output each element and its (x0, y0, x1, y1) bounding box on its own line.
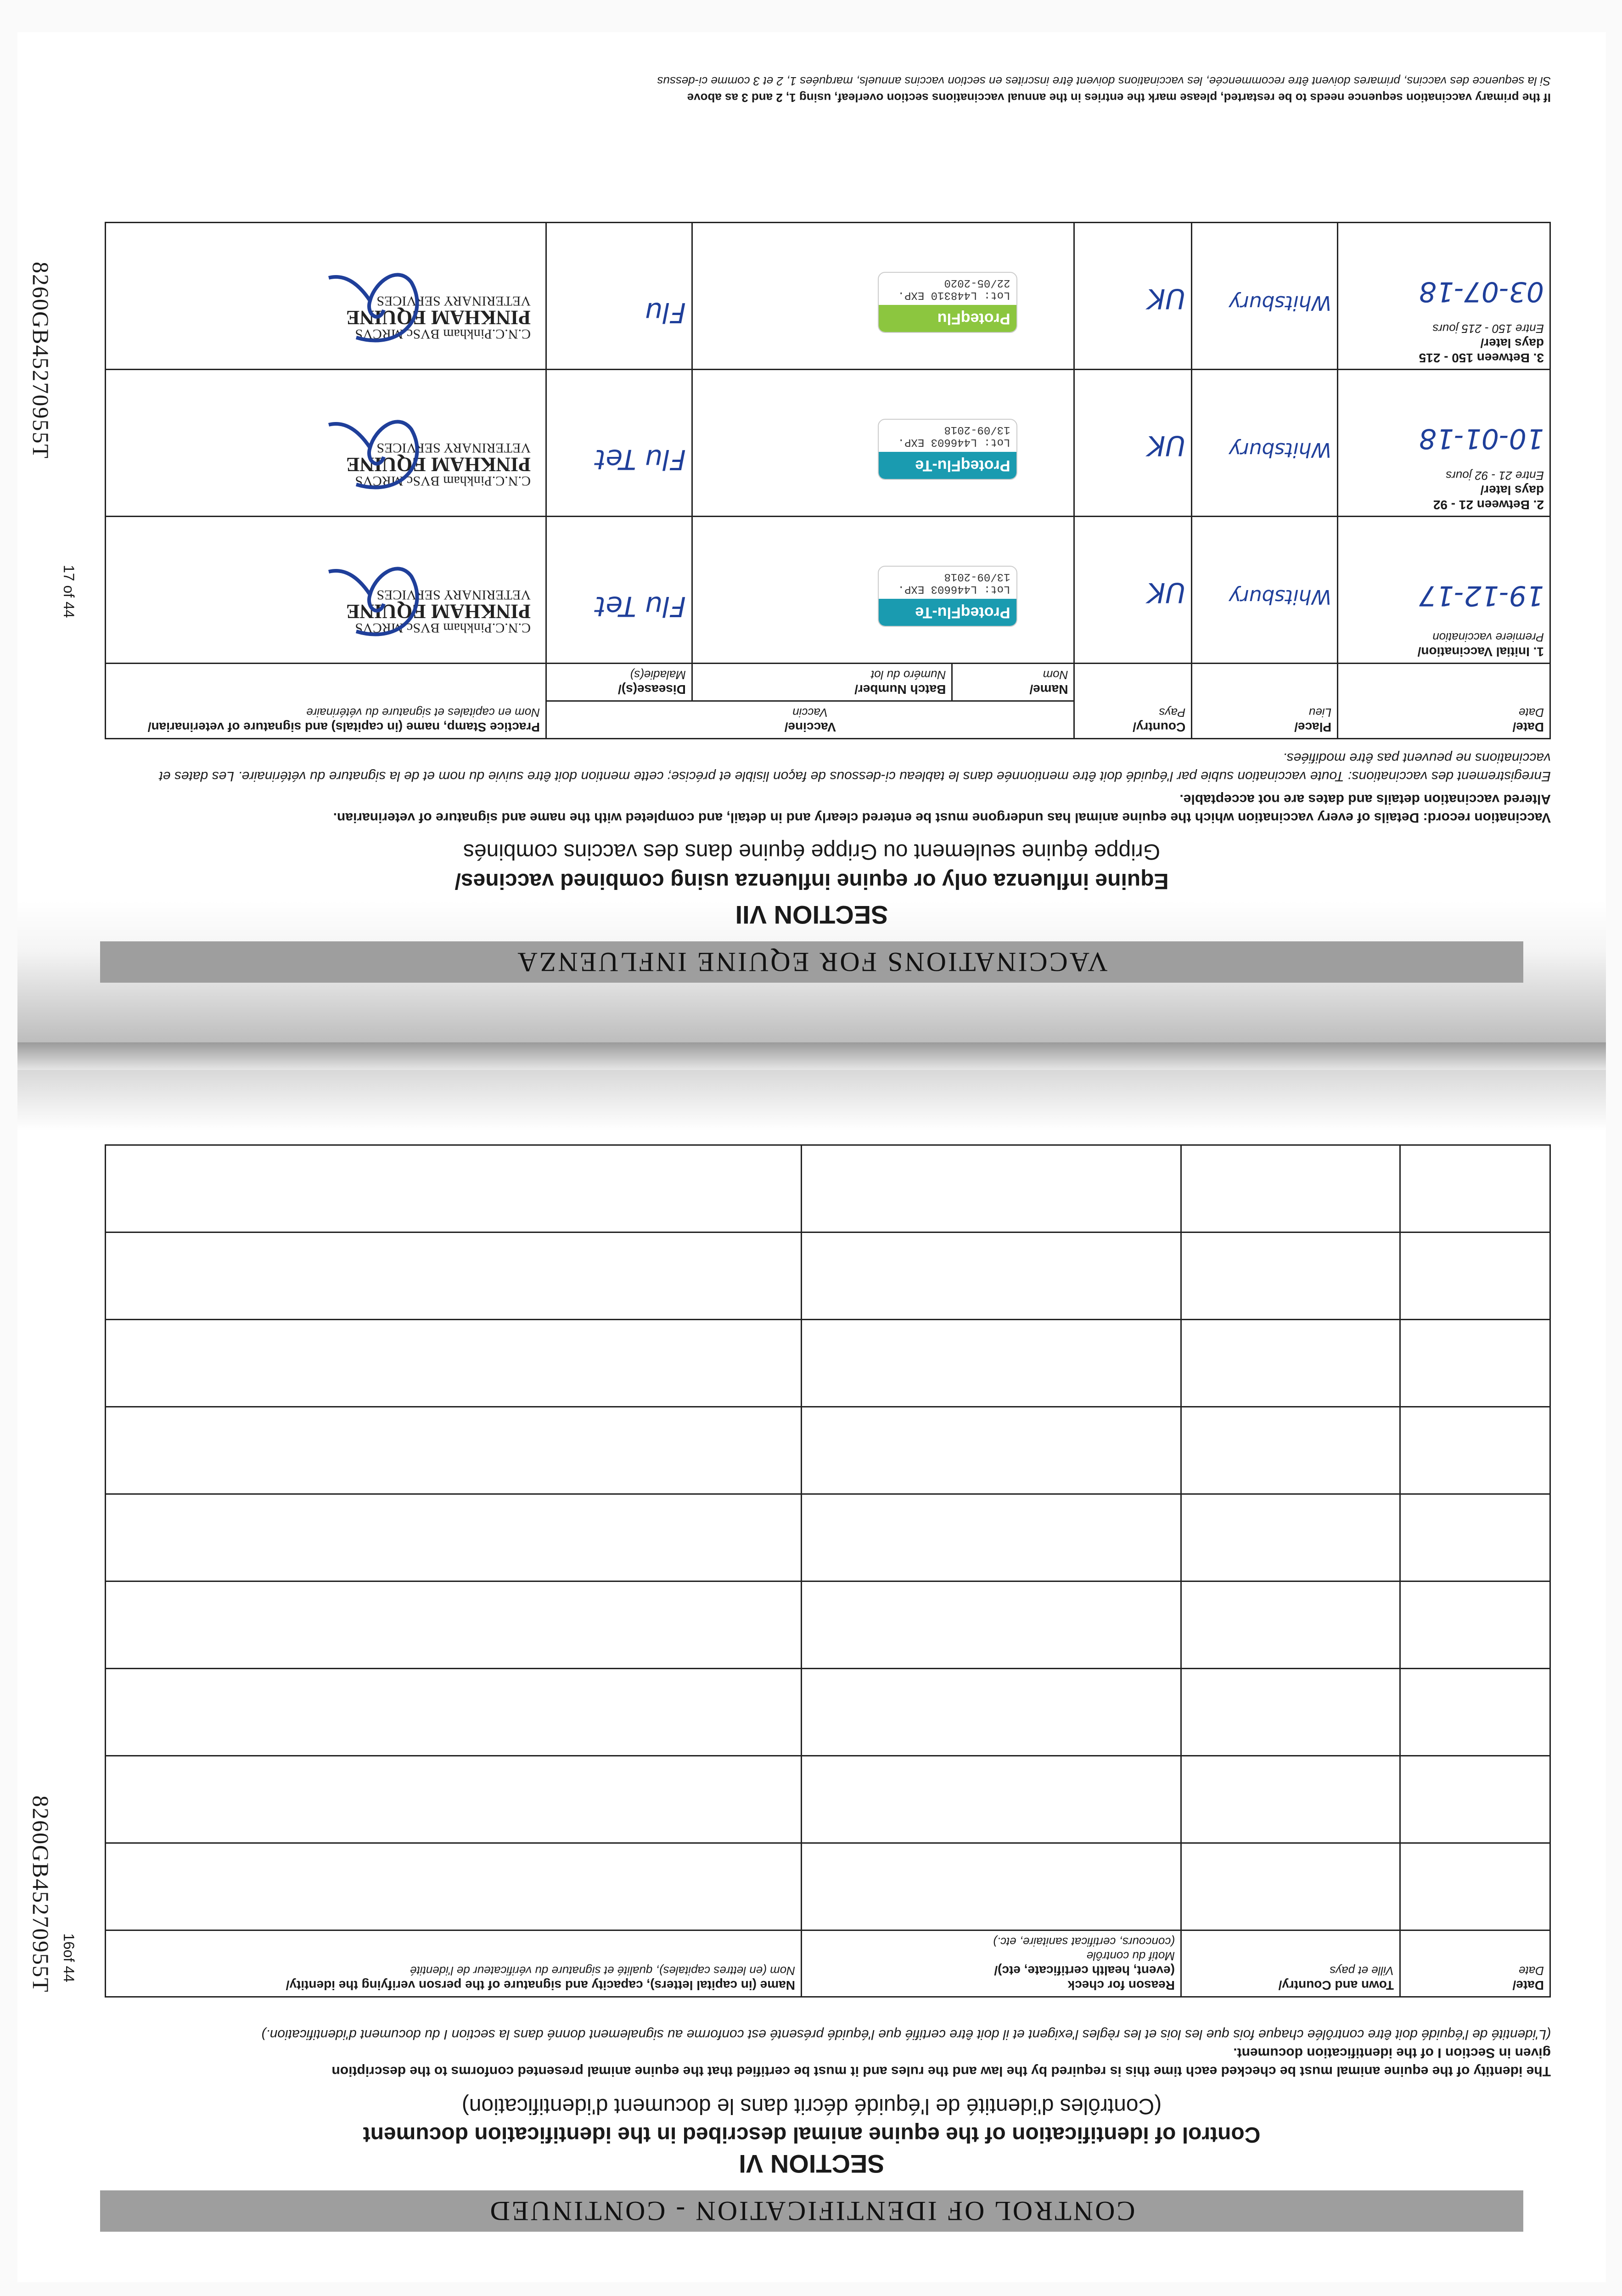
row-label-days: days later/ (1480, 483, 1544, 497)
lot-label: Lot: (983, 289, 1010, 301)
vaccine-label-cell (692, 517, 1074, 664)
section-vi-intro-fr: (L'identité de l'équidé doit être contrôlée chaque fois que les lois et les règles l'exigent et il doit être certifié que l'équidé présenté est conforme au signalement donné dans la section I du document d'identification.) (261, 2027, 1551, 2042)
empty-cell[interactable] (1400, 1843, 1550, 1930)
row-label-days: days later/ (1480, 336, 1544, 350)
empty-cell[interactable] (1400, 1320, 1550, 1407)
section-vi-band: CONTROL OF IDENTIFICATION - CONTINUED (100, 2190, 1523, 2232)
col-reason (802, 1930, 1181, 1997)
empty-cell[interactable] (802, 1407, 1181, 1494)
stamp-services: VETERINARY SERVICES (376, 293, 531, 309)
empty-cell[interactable] (106, 1320, 802, 1407)
vaccination-row (106, 370, 1550, 517)
col-verifier-en: Name (in capital letters), capacity and signature of the person verifying the identity/ (286, 1978, 795, 1992)
vet-signature (320, 553, 439, 645)
page-section-vii (17, 32, 1606, 1042)
stamp-name: C.N.C.Pinkham BVSc MRCVS (355, 473, 531, 489)
vaccination-record-fr: Enregistrement des vaccinations: Toute vaccination subie par l'équidé doit être mentionnée dans le tableau ci-dessous de façon lisible et précise; cette mention doit être suivie du nom et de la signature du vétérinaire. Les dates et vaccinations ne peuvent pas être modifiées. (159, 750, 1551, 784)
table-row (106, 1581, 1550, 1669)
page-number-17: 17 of 44 (61, 565, 77, 618)
empty-cell[interactable] (106, 1756, 802, 1843)
exp-label: EXP. (898, 436, 925, 448)
vaccine-brand: ProteqFlu-Te (879, 599, 1016, 626)
col-check-date-fr: Date (1519, 1964, 1544, 1978)
col-town-country-fr: Ville et pays (1330, 1964, 1394, 1978)
vet-signature (320, 406, 439, 498)
stamp-cell (106, 517, 546, 664)
col-verifier (106, 1930, 802, 1997)
empty-cell[interactable] (802, 1232, 1181, 1320)
vaccine-lot (879, 420, 1016, 452)
col-name (952, 664, 1074, 701)
intro-text-2: given in Section I of the identification document. (1233, 2045, 1551, 2060)
stamp-cell (106, 223, 546, 370)
col-date-en: Date/ (1512, 720, 1544, 734)
vaccination-row (106, 223, 1550, 370)
vaccine-label-cell (692, 370, 1074, 517)
row-label-fr: Entre 150 - 215 jours (1432, 322, 1544, 336)
empty-cell[interactable] (802, 1669, 1181, 1756)
vaccine-lot (879, 567, 1016, 599)
id-code-vii: 8260GB45270955T (28, 262, 54, 459)
row-label-fr: Entre 21 - 92 jours (1446, 469, 1544, 483)
rotated-passport-spread (17, 32, 1606, 2282)
empty-cell[interactable] (106, 1145, 802, 1232)
col-place (1192, 664, 1338, 739)
lot-number: L446603 (931, 436, 977, 448)
record-text-1: Vaccination record: Details of every vaccination which the equine animal has undergone must be entered clearly and in detail, and completed with the name and signature of veterinarian. (333, 810, 1551, 825)
empty-cell[interactable] (1400, 1494, 1550, 1581)
empty-cell[interactable] (802, 1494, 1181, 1581)
empty-cell[interactable] (106, 1669, 802, 1756)
id-code-vi: 8260GB45270955T (28, 1795, 54, 1993)
page-fold (17, 1042, 1606, 1070)
vaccine-label-cell (692, 223, 1074, 370)
empty-cell[interactable] (1400, 1756, 1550, 1843)
vaccination-date: 19-12-17 (1419, 580, 1544, 612)
empty-cell[interactable] (1400, 1145, 1550, 1232)
stamp-practice: PINKHAM EQUINE (346, 306, 531, 329)
place-cell (1192, 370, 1338, 517)
lot-number: L448310 (931, 289, 977, 301)
place-cell (1192, 517, 1338, 664)
vaccination-country: UK (1147, 429, 1186, 461)
row-label (1338, 223, 1550, 370)
empty-cell[interactable] (1181, 1232, 1400, 1320)
vaccination-place: Whitsbury (1229, 585, 1332, 608)
section-vi-title-en: Control of identification of the equine animal described in the identification document (363, 2122, 1261, 2147)
diseases-cell (546, 223, 692, 370)
vaccination-row (106, 517, 1550, 664)
vaccine-sticker (878, 566, 1017, 627)
section-vii-label: SECTION VII (735, 900, 888, 929)
empty-cell[interactable] (1400, 1407, 1550, 1494)
section-vi-intro-en (105, 2043, 1551, 2080)
footnote-en: If the primary vaccination sequence needs to be restarted, please mark the entries in the annual vaccinations section overleaf, using 1, 2 and 3 as above (687, 91, 1551, 105)
lot-label: Lot: (983, 436, 1010, 448)
col-date (1338, 664, 1550, 739)
vaccine-sticker (878, 272, 1017, 333)
exp-date: 13/09-2018 (944, 570, 1010, 583)
diseases-cell (546, 517, 692, 664)
row-label-en: 3. Between 150 - 215 (1419, 351, 1544, 365)
exp-label: EXP. (898, 583, 925, 595)
table-row (106, 1407, 1550, 1494)
stamp-name: C.N.C.Pinkham BVSc MRCVS (355, 326, 531, 342)
row-label-fr: Premiere vaccination (1432, 630, 1544, 644)
stamp-cell (106, 370, 546, 517)
col-name-fr: Nom (1043, 668, 1068, 682)
vaccination-country: UK (1147, 576, 1186, 608)
vaccine-lot (879, 273, 1016, 305)
empty-cell[interactable] (106, 1843, 802, 1930)
col-stamp-fr: Nom en capitales et signature du vétérinaire (306, 706, 540, 720)
col-stamp-en: Practice Stamp, name (in capitals) and signature of veterinarian/ (147, 720, 540, 734)
empty-cell[interactable] (802, 1145, 1181, 1232)
vet-stamp (112, 586, 531, 636)
col-vaccine-en: Vaccine/ (784, 720, 836, 734)
empty-cell[interactable] (106, 1494, 802, 1581)
section-vii-title-fr: Grippe équine seulement ou Grippe équine dans des vaccins combinés (463, 839, 1161, 864)
table-row (106, 1232, 1550, 1320)
vet-stamp (112, 293, 531, 342)
exp-date: 22/05-2020 (944, 276, 1010, 289)
country-cell (1074, 370, 1192, 517)
table-row (106, 1145, 1550, 1232)
col-batch (692, 664, 952, 701)
stamp-practice: PINKHAM EQUINE (346, 453, 531, 476)
col-vaccine-fr: Vaccin (792, 706, 828, 720)
col-place-en: Place/ (1294, 720, 1332, 734)
col-reason-en: Reason for check (1067, 1978, 1175, 1992)
page-number-16: 16of 44 (61, 1933, 77, 1982)
section-vii-band: VACCINATIONS FOR EQUINE INFLUENZA (100, 941, 1523, 983)
col-check-date-en: Date/ (1512, 1978, 1544, 1992)
empty-cell[interactable] (1181, 1669, 1400, 1756)
empty-cell[interactable] (1400, 1581, 1550, 1669)
col-town-country (1181, 1930, 1400, 1997)
empty-cell[interactable] (802, 1581, 1181, 1669)
col-country (1074, 664, 1192, 739)
empty-cell[interactable] (1400, 1669, 1550, 1756)
empty-cell[interactable] (1181, 1145, 1400, 1232)
empty-cell[interactable] (1181, 1407, 1400, 1494)
table-row (106, 1320, 1550, 1407)
vet-stamp (112, 439, 531, 489)
col-place-fr: Lieu (1308, 706, 1332, 720)
vaccination-diseases: Flu (645, 296, 686, 328)
col-reason-fr: Motif du contrôle (1086, 1949, 1175, 1963)
intro-text-1: The identity of the equine animal must be checked each time this is required by the law and the rules and it must be certified that the equine animal presented conforms to the description (331, 2064, 1551, 2079)
col-name-en: Name/ (1029, 682, 1068, 697)
empty-cell[interactable] (1181, 1320, 1400, 1407)
vaccination-diseases: Flu Tet (595, 590, 686, 622)
record-text-2: Altered vaccination details and dates are not acceptable. (1179, 792, 1551, 807)
stamp-practice: PINKHAM EQUINE (346, 600, 531, 623)
exp-label: EXP. (898, 289, 925, 301)
stamp-services: VETERINARY SERVICES (376, 440, 531, 456)
table-row (106, 1494, 1550, 1581)
col-vaccine (546, 701, 1074, 739)
row-label-en: 1. Initial Vaccination/ (1417, 645, 1544, 659)
empty-cell[interactable] (1181, 1494, 1400, 1581)
empty-cell[interactable] (106, 1581, 802, 1669)
empty-cell[interactable] (802, 1320, 1181, 1407)
col-diseases (546, 664, 692, 701)
stamp-name: C.N.C.Pinkham BVSc MRCVS (355, 620, 531, 636)
page-section-vi (17, 1070, 1606, 2282)
vaccination-date: 03-07-18 (1419, 276, 1544, 308)
vaccination-place: Whitsbury (1229, 291, 1332, 315)
vaccine-brand: ProteqFlu (879, 305, 1016, 332)
stamp-services: VETERINARY SERVICES (376, 587, 531, 602)
col-batch-fr: Numéro du lot (871, 668, 946, 682)
row-label (1338, 370, 1550, 517)
col-reason-fr2: (concours, certificat sanitaire, etc.) (993, 1935, 1175, 1949)
vaccination-place: Whitsbury (1229, 438, 1332, 461)
col-diseases-fr: Maladie(s) (630, 668, 686, 682)
footnote-fr: Si la sequence des vaccins, primares doivent être recommencée, les vaccinations doivent être inscrites en section vaccins annuels, marquées 1, 2 et 3 comme ci-dessus (657, 74, 1551, 88)
col-date-fr: Date (1519, 706, 1544, 720)
col-batch-en: Batch Number/ (854, 682, 946, 697)
lot-number: L446603 (931, 583, 977, 595)
vaccination-diseases: Flu Tet (595, 443, 686, 475)
country-cell (1074, 223, 1192, 370)
table-row (106, 1843, 1550, 1930)
empty-cell[interactable] (106, 1232, 802, 1320)
empty-cell[interactable] (802, 1843, 1181, 1930)
lot-label: Lot: (983, 583, 1010, 595)
diseases-cell (546, 370, 692, 517)
table-row (106, 1756, 1550, 1843)
section-vi-label: SECTION VI (739, 2150, 885, 2178)
empty-cell[interactable] (106, 1407, 802, 1494)
col-diseases-en: Disease(s)/ (618, 682, 686, 697)
col-stamp (106, 664, 546, 739)
vaccination-country: UK (1147, 282, 1186, 315)
section-vi-title-fr: (Contrôles d'identité de l'équidé décrit dans le document d'identification) (461, 2094, 1162, 2118)
vaccination-date: 10-01-18 (1419, 422, 1544, 455)
vaccination-record-en (105, 790, 1551, 827)
col-check-date (1400, 1930, 1550, 1997)
vaccine-sticker (878, 419, 1017, 480)
empty-cell[interactable] (1400, 1232, 1550, 1320)
empty-cell[interactable] (1181, 1843, 1400, 1930)
empty-cell[interactable] (1181, 1756, 1400, 1843)
row-label (1338, 517, 1550, 664)
vet-signature (320, 259, 439, 351)
vaccine-brand: ProteqFlu-Te (879, 452, 1016, 479)
col-reason-en2: (event, health certificate, etc)/ (994, 1964, 1175, 1978)
empty-cell[interactable] (1181, 1581, 1400, 1669)
section-vii-title-en: Equine influenza only or equine influenza using combined vaccines/ (455, 869, 1169, 893)
col-verifier-fr: Nom (en lettres capitales), qualité et signature du vérificateur de l'identité (410, 1964, 795, 1978)
empty-cell[interactable] (802, 1756, 1181, 1843)
country-cell (1074, 517, 1192, 664)
col-town-country-en: Town and Country/ (1278, 1978, 1394, 1992)
identification-table (105, 1144, 1551, 1998)
col-country-en: Country/ (1133, 720, 1186, 734)
col-country-fr: Pays (1159, 706, 1186, 720)
exp-date: 13/09-2018 (944, 423, 1010, 436)
row-label-en: 2. Between 21 - 92 (1433, 498, 1544, 512)
vaccination-table (105, 222, 1551, 739)
table-row (106, 1669, 1550, 1756)
place-cell (1192, 223, 1338, 370)
